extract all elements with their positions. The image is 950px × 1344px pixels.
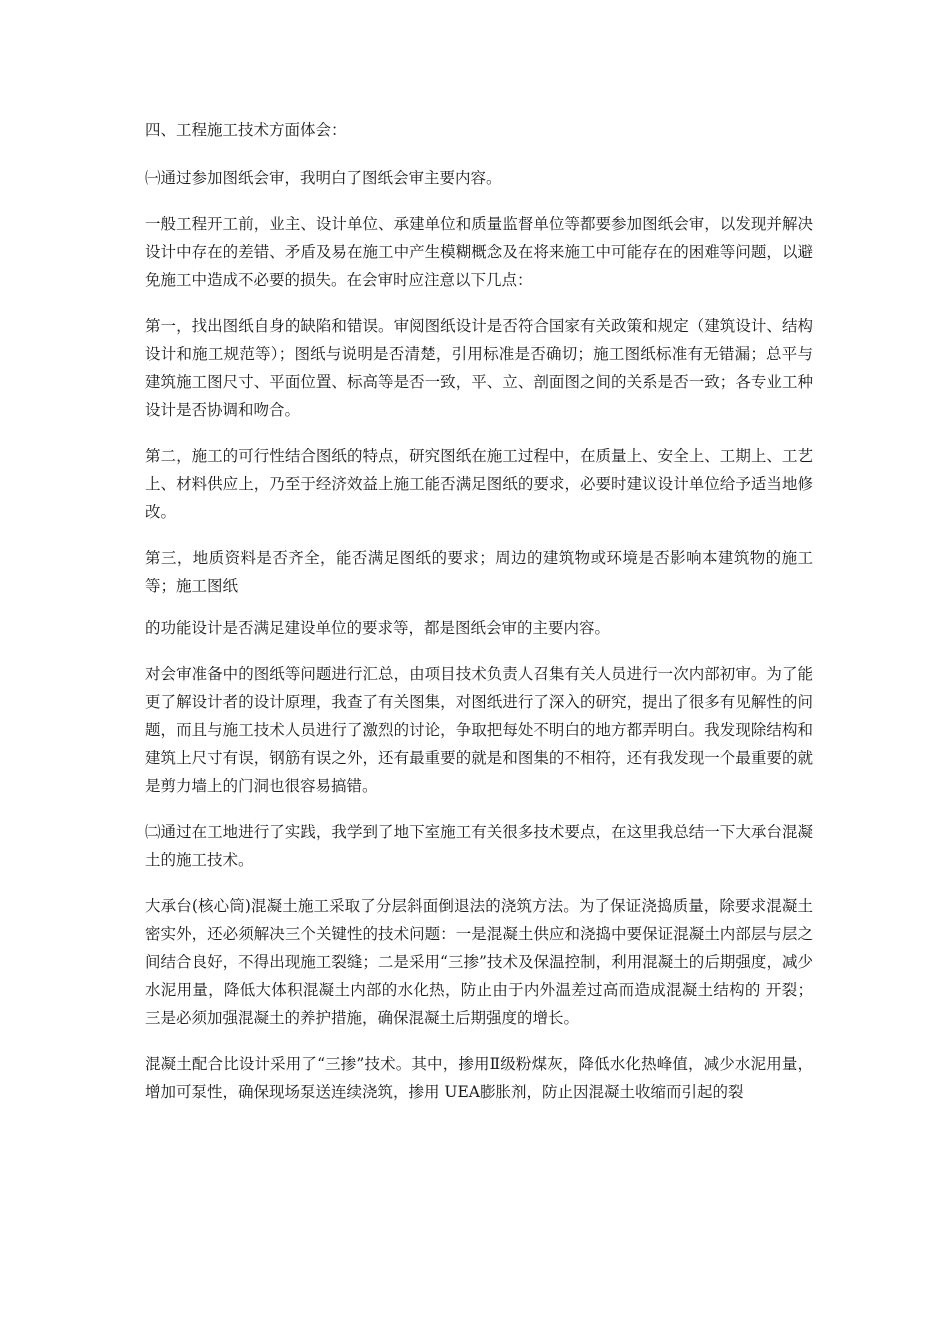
- section-heading: 四、工程施工技术方面体会：: [145, 121, 347, 139]
- paragraph-point-3: 第三，地质资料是否齐全，能否满足图纸的要求；周边的建筑物或环境是否影响本建筑物的施工等；施工图纸: [145, 549, 813, 595]
- document-page: [145, 116, 813, 1124]
- paragraph-point-3-continued: 的功能设计是否满足建设单位的要求等，都是图纸会审的主要内容。: [145, 619, 611, 637]
- paragraph-internal-review: 对会审准备中的图纸等问题进行汇总，由项目技术负责人召集有关人员进行一次内部初审。为了能更了解设计者的设计原理，我查了有关图集，对图纸进行了深入的研究，提出了很多有见解性的问题，而且与施工技术人员进行了激烈的讨论，争取把每处不明白的地方都弄明白。我发现除结构和建筑上尺寸有误，钢筋有误之外，还有最重要的就是和图集的不相符，还有我发现一个最重要的就是剪力墙上的门洞也很容易搞错。: [145, 665, 813, 795]
- paragraph-point-1: 第一，找出图纸自身的缺陷和错误。审阅图纸设计是否符合国家有关政策和规定（建筑设计、结构设计和施工规范等）；图纸与说明是否清楚，引用标准是否确切；施工图纸标准有无错漏；总平与建筑施工图尺寸、平面位置、标高等是否一致，平、立、剖面图之间的关系是否一致；各专业工种设计是否协调和吻合。: [145, 317, 813, 419]
- subsection-heading-1: ㈠通过参加图纸会审，我明白了图纸会审主要内容。: [145, 169, 502, 187]
- paragraph-point-2: 第二，施工的可行性结合图纸的特点，研究图纸在施工过程中，在质量上、安全上、工期上、工艺上、材料供应上，乃至于经济效益上施工能否满足图纸的要求，必要时建议设计单位给予适当地修改。: [145, 447, 813, 521]
- paragraph-intro: 一般工程开工前，业主、设计单位、承建单位和质量监督单位等都要参加图纸会审，以发现并解决设计中存在的差错、矛盾及易在施工中产生模糊概念及在将来施工中可能存在的困难等问题，以避免施工中造成不必要的损失。在会审时应注意以下几点：: [145, 215, 813, 289]
- paragraph-mix-design: 混凝土配合比设计采用了“三掺”技术。其中，掺用Ⅱ级粉煤灰，降低水化热峰值，减少水泥用量，增加可泵性，确保现场泵送连续浇筑，掺用 UEA膨胀剂，防止因混凝土收缩而引起的裂: [145, 1055, 813, 1101]
- subsection-heading-2: ㈡通过在工地进行了实践，我学到了地下室施工有关很多技术要点，在这里我总结一下大承台混凝土的施工技术。: [145, 823, 813, 869]
- paragraph-pile-cap-concrete: 大承台(核心筒)混凝土施工采取了分层斜面倒退法的浇筑方法。为了保证浇捣质量，除要求混凝土密实外，还必须解决三个关键性的技术问题：一是混凝土供应和浇捣中要保证混凝土内部层与层之间结合良好，不得出现施工裂缝；二是采用“三掺”技术及保温控制，利用混凝土的后期强度，减少水泥用量，降低大体积混凝土内部的水化热，防止由于内外温差过高而造成混凝土结构的 开裂；三是必须加强混凝土的养护措施，确保混凝土后期强度的增长。: [145, 897, 813, 1027]
